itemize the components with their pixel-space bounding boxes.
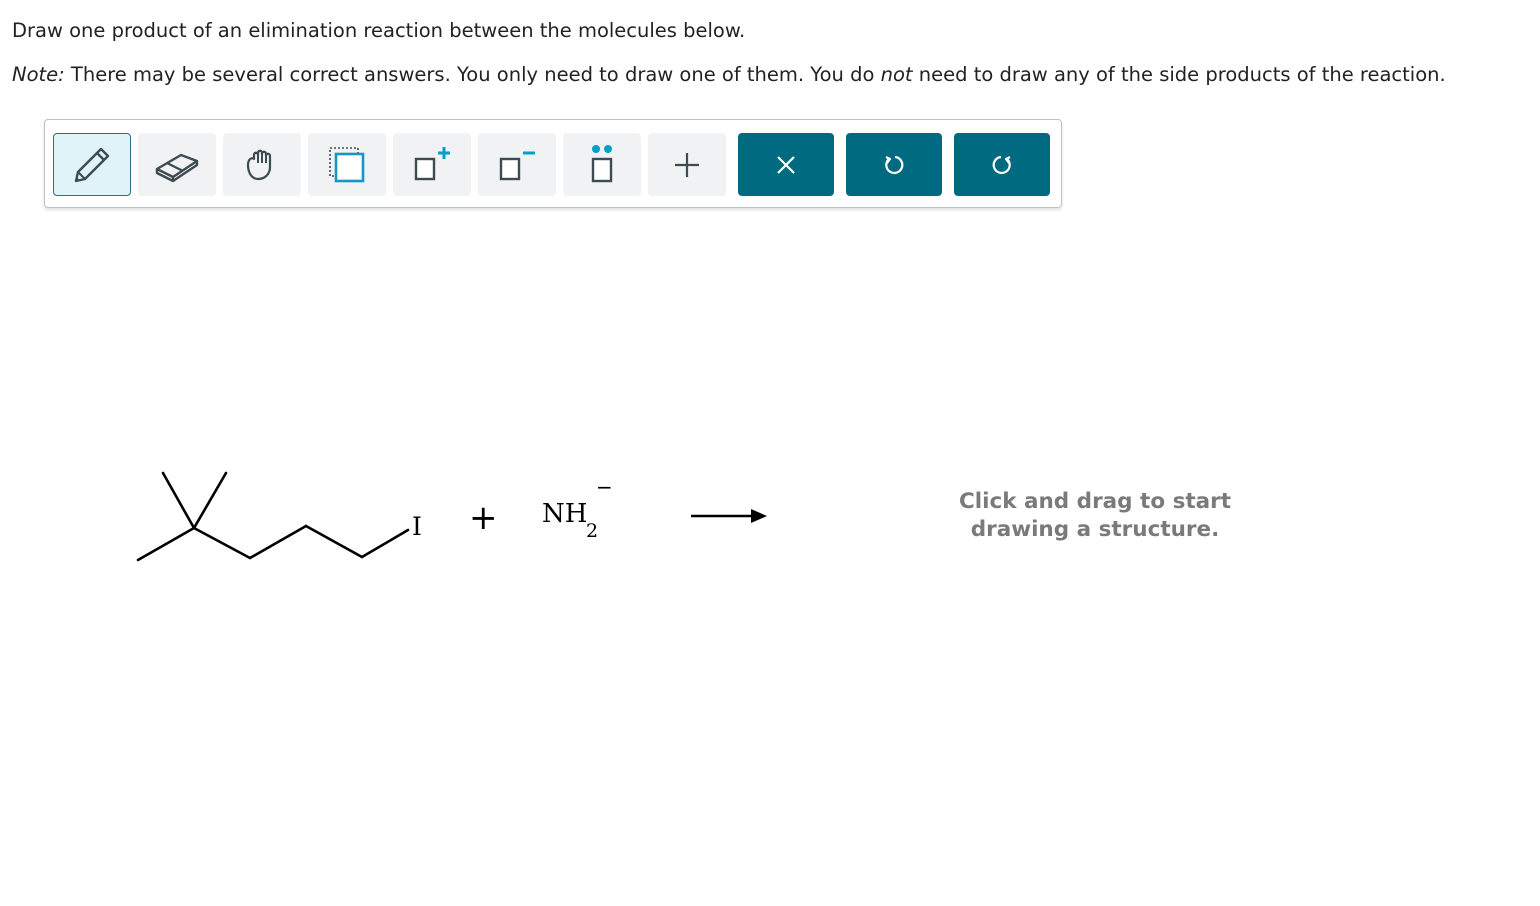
pencil-tool[interactable] xyxy=(53,133,131,196)
redo-button[interactable] xyxy=(954,133,1050,196)
reagent-subscript: 2 xyxy=(586,520,599,542)
plus-charge-icon xyxy=(410,145,454,185)
clear-button[interactable] xyxy=(738,133,834,196)
drawing-canvas[interactable] xyxy=(0,210,1540,906)
lone-pair-icon xyxy=(582,143,622,187)
redo-icon xyxy=(990,153,1014,177)
canvas-hint-line-1: Click and drag to start xyxy=(958,489,1232,514)
question-prompt: Draw one product of an elimination reaction between the molecules below. xyxy=(12,19,746,42)
question-note xyxy=(12,62,1446,88)
reagent-charge: − xyxy=(596,475,613,499)
reaction-plus-sign: + xyxy=(469,498,498,538)
drawing-toolbar xyxy=(44,119,1062,208)
note-text-1: There may be several correct answers. You only need to draw one of them. You do xyxy=(64,63,881,86)
note-emphasis: not xyxy=(880,63,913,86)
add-tool[interactable] xyxy=(648,133,726,196)
canvas-hint-line-2: drawing a structure. xyxy=(970,517,1220,542)
eraser-icon xyxy=(153,147,201,183)
undo-icon xyxy=(882,153,906,177)
pencil-icon xyxy=(71,144,113,186)
reagent-label: NH xyxy=(542,499,588,529)
leaving-group-label: I xyxy=(412,512,422,541)
canvas-hint xyxy=(935,488,1255,544)
select-tool[interactable] xyxy=(308,133,386,196)
hand-tool[interactable] xyxy=(223,133,301,196)
note-text-2: need to draw any of the side products of the reaction. xyxy=(912,63,1446,86)
hand-icon xyxy=(242,145,282,185)
negative-charge-tool[interactable] xyxy=(478,133,556,196)
lone-pair-tool[interactable] xyxy=(563,133,641,196)
minus-charge-icon xyxy=(495,145,539,185)
select-box-icon xyxy=(327,145,367,185)
note-label: Note: xyxy=(12,63,65,86)
undo-button[interactable] xyxy=(846,133,942,196)
eraser-tool[interactable] xyxy=(138,133,216,196)
positive-charge-tool[interactable] xyxy=(393,133,471,196)
close-icon xyxy=(774,153,798,177)
plus-icon xyxy=(671,149,703,181)
